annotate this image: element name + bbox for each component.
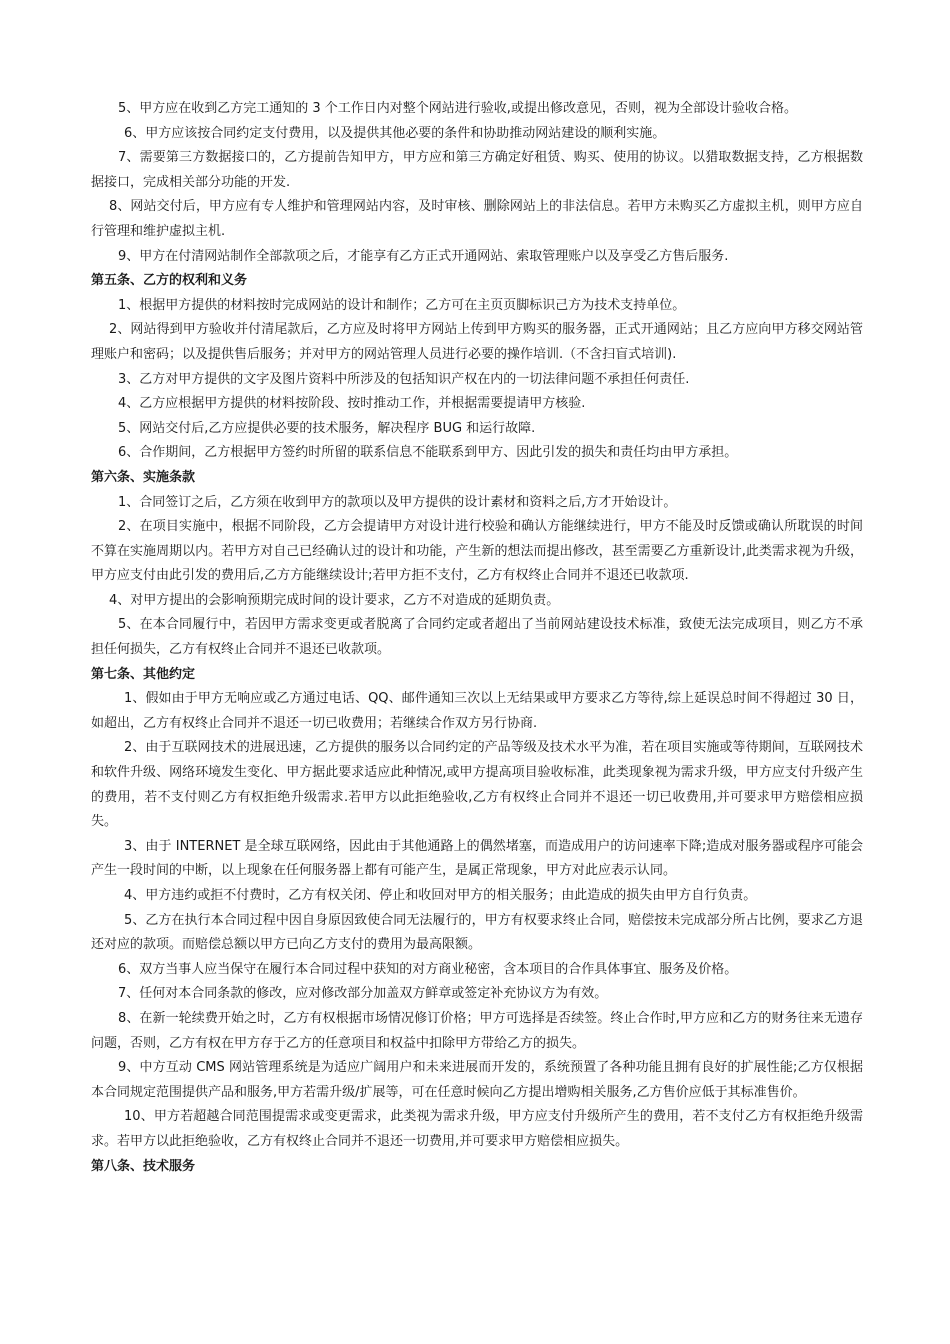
- document-page: [91, 97, 863, 1179]
- contract-clause: 4、对甲方提出的会影响预期完成时间的设计要求，乙方不对造成的延期负责。: [109, 592, 560, 608]
- contract-clause: 6、合作期间，乙方根据甲方签约时所留的联系信息不能联系到甲方、因此引发的损失和责任均由甲方承担。: [118, 445, 738, 461]
- contract-clause: 4、甲方违约或拒不付费时，乙方有权关闭、停止和收回对甲方的相关服务；由此造成的损失由甲方自行负责。: [124, 888, 757, 903]
- contract-clause: 1、根据甲方提供的材料按时完成网站的设计和制作；乙方可在主页页脚标识己方为技术支持单位。: [118, 297, 686, 313]
- contract-clause: 6、甲方应该按合同约定支付费用，以及提供其他必要的条件和协助推动网站建设的顺利实施。: [124, 125, 666, 141]
- contract-clause: 5、甲方应在收到乙方完工通知的 3 个工作日内对整个网站进行验收,或提出修改意见，否则，视为全部设计验收合格。: [118, 101, 797, 116]
- contract-clause: 7、任何对本合同条款的修改，应对修改部分加盖双方鲜章或签定补充协议方为有效。: [118, 986, 608, 1002]
- contract-clause: 4、乙方应根据甲方提供的材料按阶段、按时推动工作，并根据需要提请甲方核验.: [118, 396, 586, 412]
- section-heading: 第七条、其他约定: [91, 666, 196, 682]
- contract-clause: 2、在项目实施中，根据不同阶段，乙方会提请甲方对设计进行校验和确认方能继续进行，甲方不能及时反馈或确认所耽误的时间不算在实施周期以内。若甲方对自己已经确认过的设计和功能，产生新的想法而提出修改，甚至需要乙方重新设计,此类需求视为升级，甲方应支付由此引发的费用后,乙方方能继续设计;若甲方拒不支付，乙方有权终止合同并不退还已收款项.: [91, 519, 863, 584]
- section-heading: 第五条、乙方的权利和义务: [91, 273, 248, 289]
- contract-clause: 2、由于互联网技术的进展迅速，乙方提供的服务以合同约定的产品等级及技术水平为准，若在项目实施或等待期间，互联网技术和软件升级、网络环境发生变化、甲方据此要求适应此种情况,或甲方提高项目验收标准，此类现象视为需求升级，甲方应支付升级产生的费用，若不支付则乙方有权拒绝升级需求.若甲方以此拒绝验收,乙方有权终止合同并不退还一切已收费用,并可要求甲方赔偿相应损失。: [91, 740, 863, 830]
- contract-clause: 1、合同签订之后，乙方须在收到甲方的款项以及甲方提供的设计素材和资料之后,方才开始设计。: [118, 494, 677, 510]
- contract-clause: 8、在新一轮续费开始之时，乙方有权根据市场情况修订价格；甲方可选择是否续签。终止合作时,甲方应和乙方的财务往来无遗存问题，否则，乙方有权在甲方存于乙方的任意项目和权益中扣除甲方带给乙方的损失。: [91, 1010, 863, 1051]
- contract-clause: 9、中方互动 CMS 网站管理系统是为适应广阔用户和未来进展而开发的，系统预置了各种功能且拥有良好的扩展性能;乙方仅根据本合同规定范围提供产品和服务,甲方若需升级/扩展等，可在任意时候向乙方提出增购相关服务,乙方售价应低于其标准售价。: [91, 1060, 863, 1100]
- contract-clause: 5、乙方在执行本合同过程中因自身原因致使合同无法履行的，甲方有权要求终止合同，赔偿按未完成部分所占比例，要求乙方退还对应的款项。而赔偿总额以甲方已向乙方支付的费用为最高限额。: [91, 912, 863, 953]
- contract-clause: 5、网站交付后,乙方应提供必要的技术服务，解决程序 BUG 和运行故障.: [118, 420, 536, 436]
- contract-clause: 7、需要第三方数据接口的，乙方提前告知甲方，甲方应和第三方确定好租赁、购买、使用的协议。以猎取数据支持，乙方根据数据接口，完成相关部分功能的开发.: [91, 150, 863, 190]
- contract-clause: 3、由于 INTERNET 是全球互联网络，因此由于其他通路上的偶然堵塞，而造成用户的访问速率下降;造成对服务器或程序可能会产生一段时间的中断，以上现象在任何服务器上都有可能产生，是属正常现象，甲方对此应表示认同。: [91, 838, 863, 879]
- section-heading: 第六条、实施条款: [91, 469, 196, 485]
- contract-clause: 2、网站得到甲方验收并付清尾款后，乙方应及时将甲方网站上传到甲方购买的服务器，正式开通网站；且乙方应向甲方移交网站管理账户和密码；以及提供售后服务；并对甲方的网站管理人员进行必要的操作培训.（不含扫盲式培训).: [91, 322, 863, 362]
- contract-clause: 1、假如由于甲方无响应或乙方通过电话、QQ、邮件通知三次以上无结果或甲方要求乙方等待,综上延误总时间不得超过 30 日，如超出，乙方有权终止合同并不退还一切已收费用；若继续合作双方另行协商.: [91, 691, 863, 731]
- contract-clause: 6、双方当事人应当保守在履行本合同过程中获知的对方商业秘密，含本项目的合作具体事宜、服务及价格。: [118, 961, 738, 977]
- contract-clause: 3、乙方对甲方提供的文字及图片资料中所涉及的包括知识产权在内的一切法律问题不承担任何责任.: [118, 371, 690, 387]
- section-heading: 第八条、技术服务: [91, 1158, 196, 1174]
- contract-clause: 5、在本合同履行中，若因甲方需求变更或者脱离了合同约定或者超出了当前网站建设技术标准，致使无法完成项目，则乙方不承担任何损失，乙方有权终止合同并不退还已收款项。: [91, 617, 863, 658]
- contract-clause: 9、甲方在付清网站制作全部款项之后，才能享有乙方正式开通网站、索取管理账户以及享受乙方售后服务.: [118, 248, 729, 264]
- contract-clause: 8、网站交付后，甲方应有专人维护和管理网站内容，及时审核、删除网站上的非法信息。若甲方未购买乙方虚拟主机，则甲方应自行管理和维护虚拟主机.: [91, 199, 863, 239]
- contract-clause: 10、甲方若超越合同范围提需求或变更需求，此类视为需求升级，甲方应支付升级所产生的费用，若不支付乙方有权拒绝升级需求。若甲方以此拒绝验收，乙方有权终止合同并不退还一切费用,并可要求甲方赔偿相应损失。: [91, 1109, 863, 1149]
